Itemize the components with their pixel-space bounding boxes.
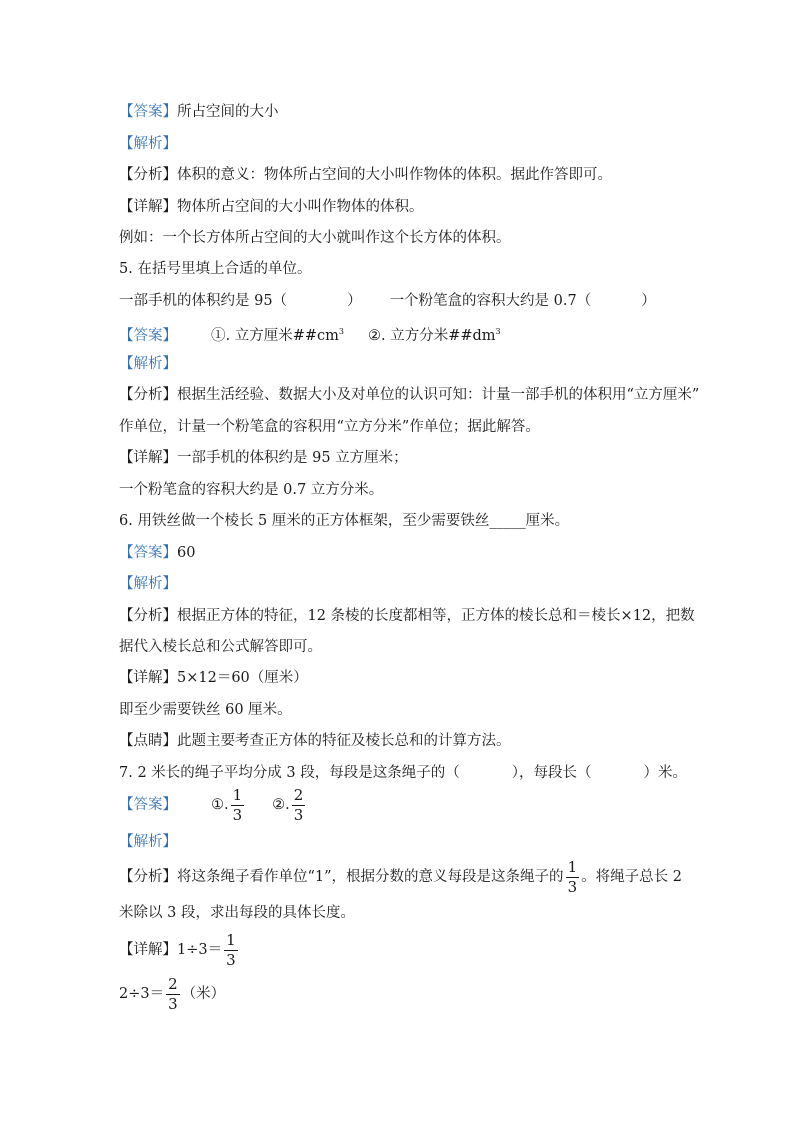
analysis-tag: 【分析】: [119, 608, 177, 624]
q7-question: [119, 763, 687, 783]
q5-answer-line: [119, 322, 501, 346]
q6-answer: 60: [177, 545, 196, 561]
detail-tag: 【详解】: [119, 450, 177, 466]
q5-detail-line-2: [119, 480, 383, 500]
q7-detail-fraction-2: [166, 976, 180, 1013]
fraction-numerator: 1: [226, 930, 236, 949]
q5-fill-c: 一个粉笔盒的容积大约是 0.7（: [389, 293, 592, 309]
q6-comment: 此题主要考查正方体的特征及棱长总和的计算方法。: [177, 733, 511, 749]
q7-analysis-1b: 。将绳子总长 2: [581, 869, 682, 885]
q6-answer-line: [119, 543, 195, 563]
fraction-numerator: 2: [293, 785, 304, 804]
q6-question-text: 6. 用铁丝做一个棱长 5 厘米的正方体框架，至少需要铁丝: [119, 513, 490, 529]
q5-analysis-line-1: [119, 385, 699, 405]
q6-analysis-head: [119, 574, 177, 594]
answer-tag: 【答案】: [119, 545, 177, 561]
detail-tag: 【详解】: [119, 942, 177, 958]
detail-tag: 【详解】: [119, 670, 177, 686]
q6-detail-line-2: [119, 700, 292, 720]
analysis-head-tag: 【解析】: [119, 834, 177, 850]
q5-detail-line-1: [119, 448, 408, 468]
q6-analysis-line-1: [119, 606, 695, 626]
q5-ans1: ①. 立方厘米##cm: [211, 327, 339, 344]
q7-analysis-head: [119, 832, 177, 852]
answer-tag: 【答案】: [119, 327, 177, 344]
analysis-tag: 【分析】: [119, 387, 177, 403]
q4-answer: 所占空间的大小: [177, 104, 279, 120]
q5-analysis-2: 作单位，计量一个粉笔盒的容积用“立方分米”作单位；据此解答。: [119, 419, 540, 435]
q5-question: [119, 259, 311, 279]
q6-analysis-line-2: [119, 637, 322, 657]
fraction-numerator: 1: [567, 857, 578, 876]
q4-analysis: 体积的意义：物体所占空间的大小叫作物体的体积。据此作答即可。: [177, 167, 612, 183]
q6-question: [119, 511, 569, 531]
q6-detail-2: 即至少需要铁丝 60 厘米。: [119, 702, 292, 718]
q6-comment-line: [119, 731, 511, 751]
q7-detail-2b: （米）: [181, 986, 226, 1002]
comment-tag: 【点睛】: [119, 733, 177, 749]
q7-ans1-fraction: [231, 787, 245, 824]
q4-answer-line: [119, 102, 279, 122]
q6-blank: _____: [489, 513, 526, 529]
analysis-head-tag: 【解析】: [119, 576, 177, 592]
q5-ans2: ②. 立方分米##dm: [367, 327, 496, 344]
fraction-denominator: 3: [567, 877, 578, 896]
q5-detail-2: 一个粉笔盒的容积大约是 0.7 立方分米。: [119, 482, 384, 498]
q7-detail-fraction-1: [224, 932, 238, 969]
q7-ans1-label: ①.: [211, 797, 229, 813]
fraction-denominator: 3: [226, 950, 236, 969]
q5-analysis-head: [119, 354, 177, 374]
q6-analysis-1: 根据正方体的特征，12 条棱的长度都相等，正方体的棱长总和＝棱长×12，把数: [177, 608, 695, 624]
q7-detail-line-1: [119, 931, 240, 969]
fraction-numerator: 1: [232, 785, 243, 804]
q4-example-line: [119, 228, 511, 248]
q7-detail-1a: 1÷3＝: [177, 942, 223, 958]
q7-analysis-1a: 将这条绳子看作单位“1”，根据分数的意义每段是这条绳子的: [177, 869, 564, 885]
q5-analysis-1: 根据生活经验、数据大小及对单位的认识可知：计量一部手机的体积用“立方厘米”: [177, 387, 700, 403]
q7-analysis-line-1: [119, 858, 682, 896]
q6-detail-line-1: [119, 668, 308, 688]
answer-tag: 【答案】: [119, 104, 177, 120]
analysis-head-tag: 【解析】: [119, 136, 177, 152]
q4-analysis-head: [119, 134, 177, 154]
q7-answer-line: [119, 786, 307, 824]
q5-detail-1: 一部手机的体积约是 95 立方厘米；: [177, 450, 408, 466]
q7-question-a: 7. 2 米长的绳子平均分成 3 段，每段是这条绳子的（: [119, 765, 460, 781]
q6-detail-1: 5×12＝60（厘米）: [177, 670, 308, 686]
q7-question-b: ），每段长（: [511, 765, 592, 781]
q4-detail-line: [119, 197, 424, 217]
q5-fill-line: [119, 291, 656, 311]
q5-fill-a: 一部手机的体积约是 95（: [119, 293, 288, 309]
q5-fill-b: ）: [347, 293, 362, 309]
q5-ans2-sup: 3: [495, 327, 501, 336]
q7-analysis-fraction: [566, 859, 580, 896]
q7-detail-line-2: [119, 975, 225, 1013]
q4-example: 例如：一个长方体所占空间的大小就叫作这个长方体的体积。: [119, 230, 511, 246]
q7-detail-2a: 2÷3＝: [119, 986, 165, 1002]
q4-detail: 物体所占空间的大小叫作物体的体积。: [177, 199, 424, 215]
fraction-numerator: 2: [168, 974, 178, 993]
q5-fill-d: ）: [641, 293, 656, 309]
analysis-head-tag: 【解析】: [119, 356, 177, 372]
analysis-tag: 【分析】: [119, 869, 177, 885]
q7-ans2-label: ②.: [272, 797, 290, 813]
q5-analysis-line-2: [119, 417, 540, 437]
analysis-tag: 【分析】: [119, 167, 177, 183]
q5-question-text: 5. 在括号里填上合适的单位。: [119, 261, 312, 277]
fraction-denominator: 3: [168, 994, 178, 1013]
q5-ans1-sup: 3: [338, 327, 344, 336]
answer-tag: 【答案】: [119, 797, 177, 813]
fraction-denominator: 3: [232, 805, 243, 824]
detail-tag: 【详解】: [119, 199, 177, 215]
q7-question-c: ）米。: [643, 765, 687, 781]
q7-analysis-line-2: [119, 903, 355, 923]
q7-ans2-fraction: [292, 787, 306, 824]
fraction-denominator: 3: [293, 805, 304, 824]
q7-analysis-2: 米除以 3 段，求出每段的具体长度。: [119, 905, 355, 921]
q4-analysis-line: [119, 165, 612, 185]
q6-analysis-2: 据代入棱长总和公式解答即可。: [119, 639, 322, 655]
q6-question-end: 厘米。: [525, 513, 570, 529]
